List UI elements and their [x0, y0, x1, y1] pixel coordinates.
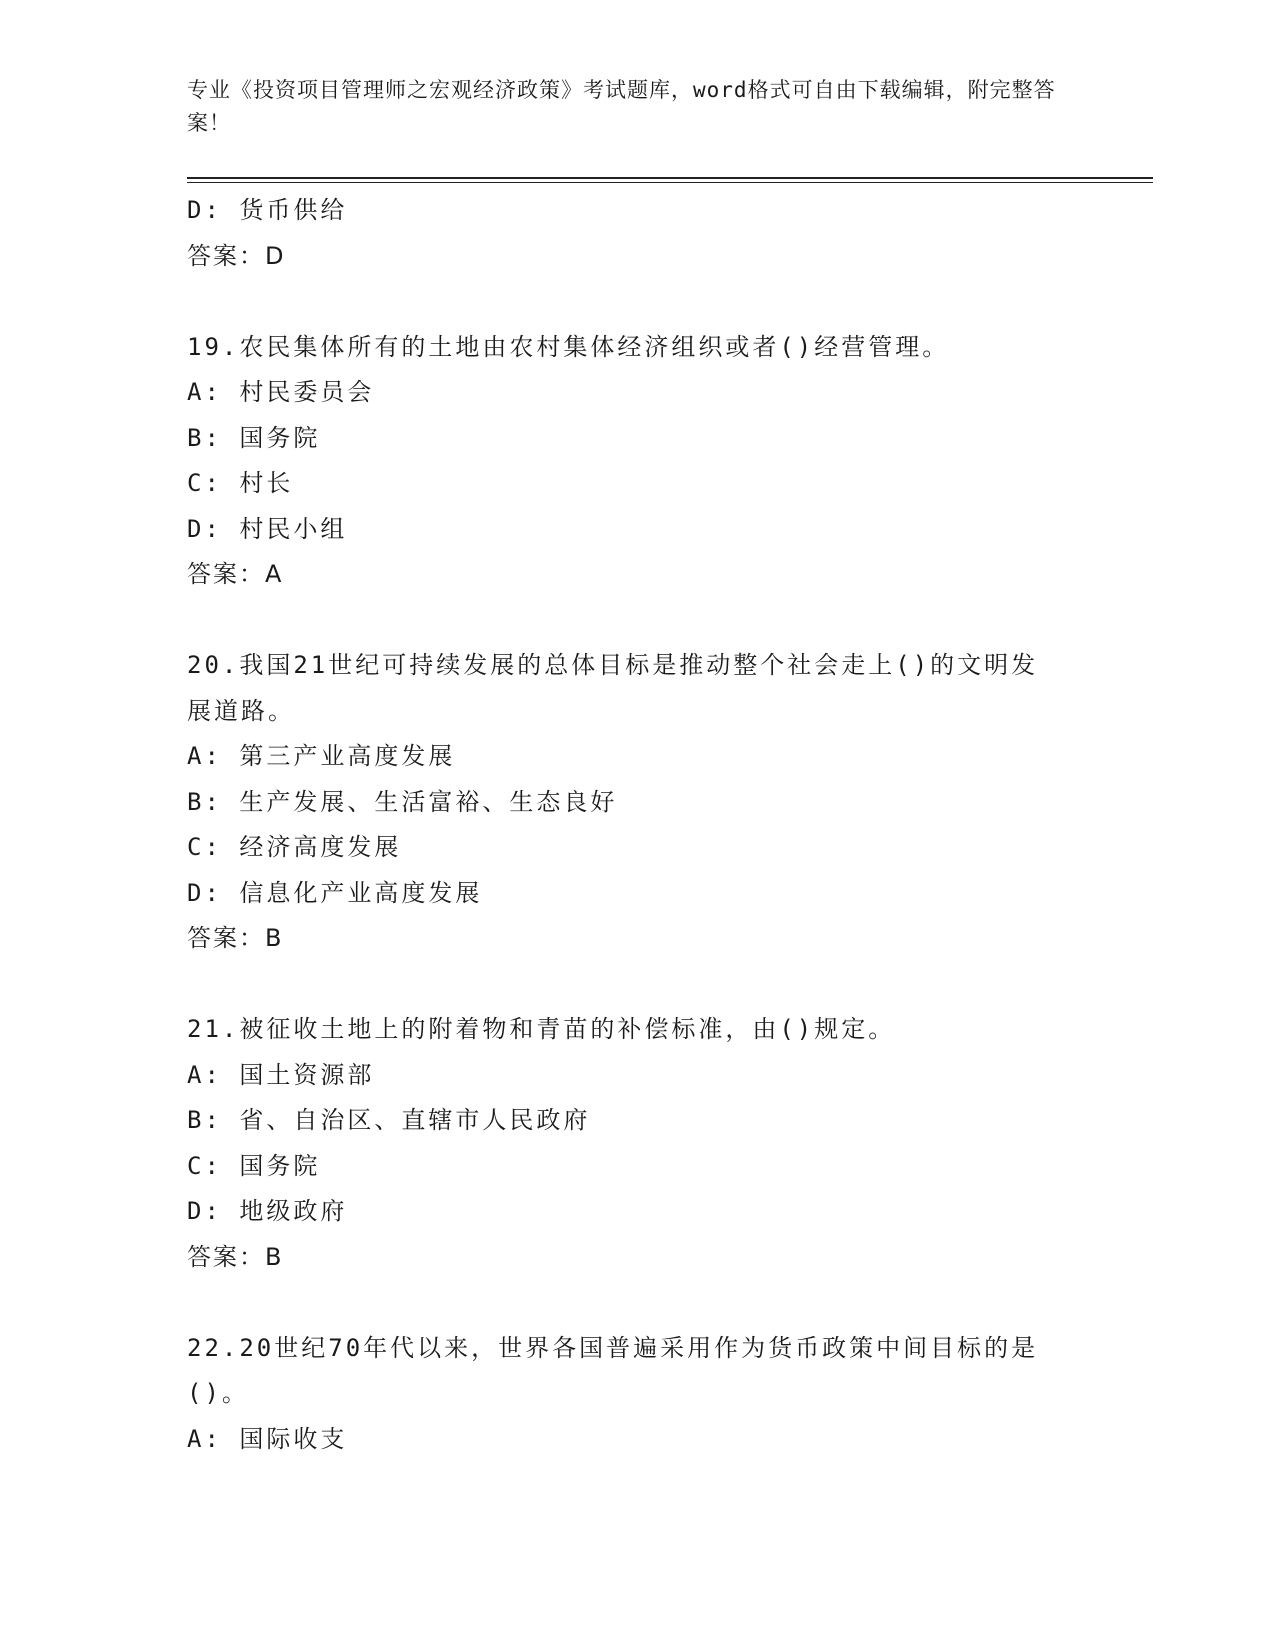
question-19-option-c: C: 村长: [187, 469, 294, 497]
spacer: [187, 962, 1087, 1008]
question-20-option-a: A: 第三产业高度发展: [187, 742, 456, 770]
question-22-option-a: A: 国际收支: [187, 1424, 348, 1453]
question-19-option-d: D: 村民小组: [187, 514, 348, 543]
question-22-text: 22.20世纪70年代以来，世界各国普遍采用作为货币政策中间目标的是()。: [187, 1333, 1039, 1407]
question-21-option-b: B: 省、自治区、直辖市人民政府: [187, 1106, 591, 1134]
spacer: [187, 279, 1087, 325]
question-21-option-a: A: 国土资源部: [187, 1060, 375, 1089]
question-21-option-c: C: 国务院: [187, 1151, 321, 1180]
header-rule-thin: [187, 182, 1153, 183]
question-20-option-d: D: 信息化产业高度发展: [187, 878, 483, 907]
question-19-text: 19.农民集体所有的土地由农村集体经济组织或者()经营管理。: [187, 332, 950, 361]
question-list: [187, 188, 1087, 1462]
spacer: [187, 1280, 1087, 1326]
answer: 答案：D: [187, 241, 286, 270]
question-20-answer: 答案：B: [187, 924, 284, 952]
question-20-option-c: C: 经济高度发展: [187, 833, 402, 861]
question-21-option-d: D: 地级政府: [187, 1197, 348, 1225]
question-20-option-b: B: 生产发展、生活富裕、生态良好: [187, 787, 618, 816]
page-header: 专业《投资项目管理师之宏观经济政策》考试题库，word格式可自由下载编辑，附完整答案！: [187, 78, 1056, 135]
question-20-text: 20.我国21世纪可持续发展的总体目标是推动整个社会走上()的文明发展道路。: [187, 651, 1039, 725]
question-19-option-a: A: 村民委员会: [187, 378, 375, 406]
question-19-answer: 答案：A: [187, 560, 284, 588]
question-21-answer: 答案：B: [187, 1242, 284, 1271]
question-19-option-b: B: 国务院: [187, 423, 321, 452]
header-rule-thick: [187, 177, 1153, 179]
question-21-text: 21.被征收土地上的附着物和青苗的补偿标准，由()规定。: [187, 1015, 896, 1043]
spacer: [187, 598, 1087, 644]
option-d: D: 货币供给: [187, 196, 348, 224]
